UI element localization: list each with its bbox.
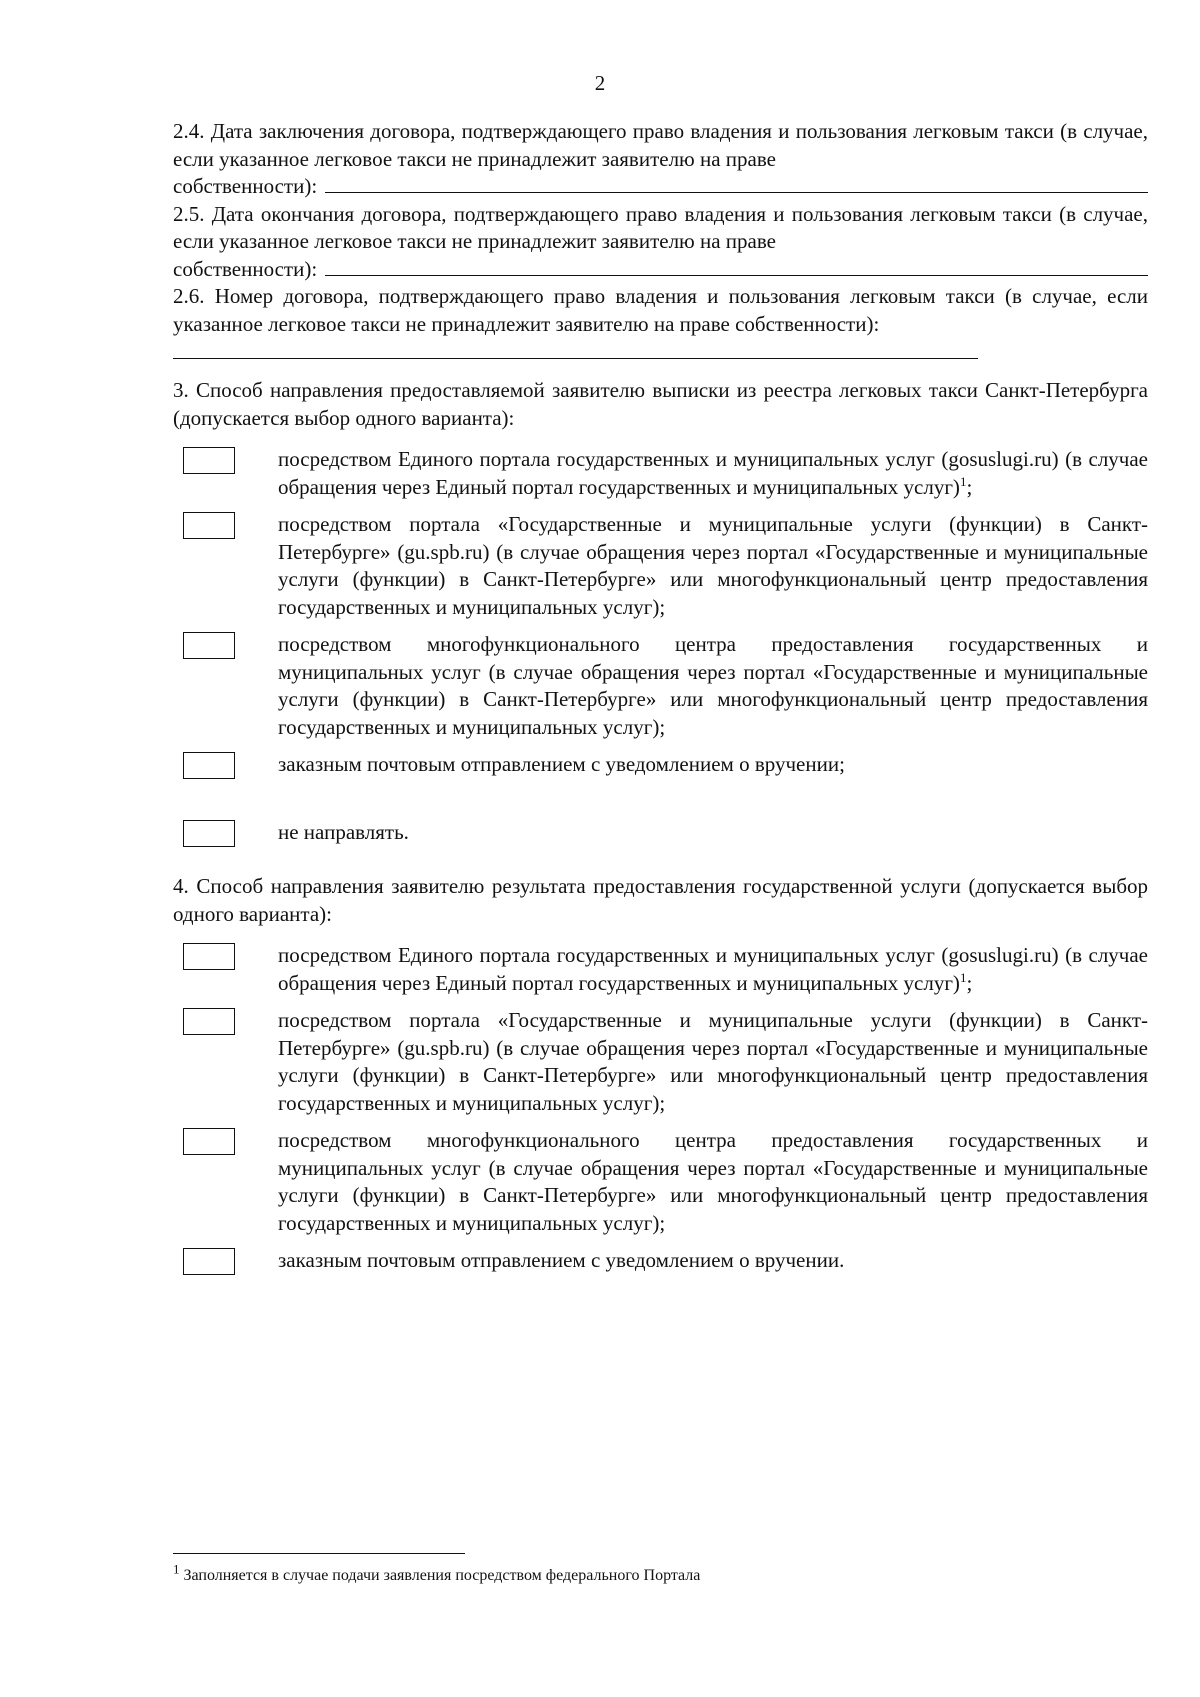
s4-checkbox-gosuslugi[interactable] [183,943,235,970]
footnote [173,1561,701,1586]
item-2-4-field-row [173,173,1148,201]
s4-checkbox-mfc[interactable] [183,1128,235,1155]
s4-option-mfc [173,1127,1148,1237]
s3-option-do-not-send [173,819,1148,847]
item-2-4-text: 2.4. Дата заключения договора, подтверждающего право владения и пользования легковым такси (в случае, если указанное легковое такси не принадлежит заявителю на праве [173,119,1148,171]
s4-option-label: посредством Единого портала государственных и муниципальных услуг (gosuslugi.ru) (в случае обращения через Единый портал государственных и муниципальных услуг)$^1$; [278,943,1148,995]
s3-option-label: не направлять. [278,820,409,844]
s3-option-registered-mail [173,751,1148,779]
form-content [173,118,1148,1285]
s3-checkbox-gosuslugi[interactable] [183,447,235,474]
s4-checkbox-gu-spb[interactable] [183,1008,235,1035]
s3-checkbox-gu-spb[interactable] [183,512,235,539]
s4-option-label: посредством портала «Государственные и муниципальные услуги (функции) в Санкт-Петербурге» (gu.spb.ru) (в случае обращения через портал «Государственные и муниципальные услуги (функции) в Санкт-Петербурге» или многофункциональный центр предоставления государственных и муниципальных услуг); [278,1008,1148,1115]
s3-option-label: заказным почтовым отправлением с уведомлением о вручении; [278,752,845,776]
page-number: 2 [594,71,606,95]
s4-option-label: заказным почтовым отправлением с уведомлением о вручении. [278,1248,845,1272]
s4-option-label: посредством многофункционального центра предоставления государственных и муниципальных услуг (в случае обращения через портал «Государственные и муниципальные услуги (функции) в Санкт-Петербурге» или многофункциональный центр предоставления государственных и муниципальных услуг); [278,1128,1148,1235]
item-2-5-tail: собственности): [173,256,318,281]
s4-option-gosuslugi [173,942,1148,997]
contract-number-field[interactable] [173,338,978,359]
s4-option-registered-mail [173,1247,1148,1275]
s3-option-mfc [173,631,1148,741]
item-2-5-field-row [173,256,1148,284]
item-2-6-text: 2.6. Номер договора, подтверждающего право владения и пользования легковым такси (в случае, если указанное легковое такси не принадлежит заявителю на праве собственности): [173,284,1148,336]
s4-option-gu-spb [173,1007,1148,1117]
item-2-4-tail: собственности): [173,174,318,198]
s3-option-label: посредством многофункционального центра предоставления государственных и муниципальных услуг (в случае обращения через портал «Государственные и муниципальные услуги (функции) в Санкт-Петербурге» или многофункциональный центр предоставления государственных и муниципальных услуг); [278,632,1148,739]
s3-checkbox-registered-mail[interactable] [183,752,235,779]
s3-checkbox-do-not-send[interactable] [183,820,235,847]
contract-start-date-field[interactable] [325,174,1148,193]
item-2-5-text: 2.5. Дата окончания договора, подтверждающего право владения и пользования легковым такси (в случае, если указанное легковое такси не принадлежит заявителю на праве [173,201,1148,253]
section-4-title: 4. Способ направления заявителю результата предоставления государственной услуги (допускается выбор одного варианта): [173,874,1148,926]
s3-checkbox-mfc[interactable] [183,632,235,659]
s3-option-label: посредством Единого портала государственных и муниципальных услуг (gosuslugi.ru) (в случае обращения через Единый портал государственных и муниципальных услуг)$^1$; [278,447,1148,499]
footnote-divider [173,1553,465,1554]
s4-checkbox-registered-mail[interactable] [183,1248,235,1275]
contract-end-date-field[interactable] [325,257,1148,276]
section-3-title: 3. Способ направления предоставляемой заявителю выписки из реестра легковых такси Санкт-Петербурга (допускается выбор одного варианта): [173,378,1148,430]
footnote-ref: 1 [959,969,967,985]
footnote-marker: 1 [173,1561,180,1577]
s3-option-gosuslugi [173,446,1148,501]
footnote-text: Заполняется в случае подачи заявления посредством федерального Портала [179,1567,701,1584]
s3-option-label: посредством портала «Государственные и муниципальные услуги (функции) в Санкт-Петербурге» (gu.spb.ru) (в случае обращения через портал «Государственные и муниципальные услуги (функции) в Санкт-Петербурге» или многофункциональный центр предоставления государственных и муниципальных услуг); [278,512,1148,619]
s3-option-gu-spb [173,511,1148,621]
footnote-ref: 1 [959,473,967,489]
